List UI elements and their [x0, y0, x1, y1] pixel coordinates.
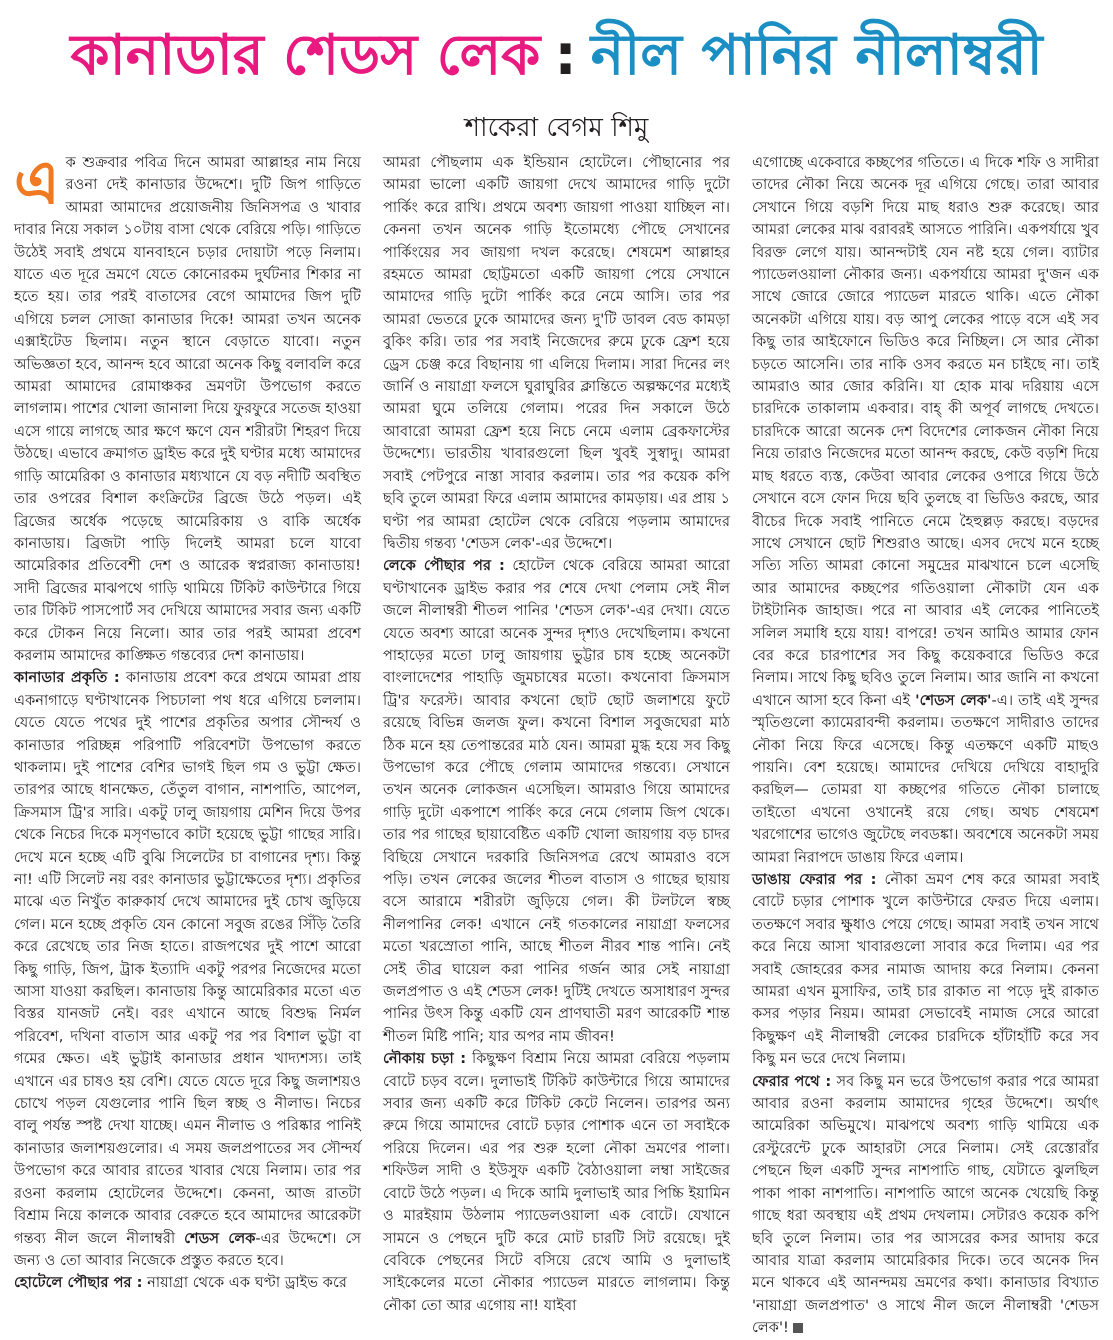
emphasized-text: শেডস লেক — [184, 1229, 256, 1247]
section-subheading: কানাডার প্রকৃতি : — [14, 669, 120, 687]
article-body — [14, 148, 1099, 1340]
end-of-article-mark — [793, 1323, 803, 1333]
body-text: -এ। তাই এই সুন্দর স্মৃতিগুলো ক্যামেরাবন্দী করলাম। ততক্ষণে সাদীরাও তাদের নৌকা নিয়ে ফিরে এসেছে। কিন্তু এতক্ষণে একটি মাছও পায়নি। বেশ হয়েছে। আমাদের দেখিয়ে দেখিয়ে বাহাদুরি করছিল— তোমরা যা কচ্ছপের গতিতে নৌকা চালাছে তাইতো এখনো ওখানেই রয়ে গেছ। অথচ শেষমেশ খরগোশের ভাগেও জুটেছে লবডঙ্কা। অবশেষে অনেকটা সময় আমরা নিরাপদে ডাঙায় ফিরে এলাম। — [752, 691, 1099, 866]
article-paragraph — [752, 869, 1099, 1071]
article-paragraph — [14, 148, 361, 667]
headline-separator: : — [554, 23, 577, 88]
body-text: কিছুক্ষণ বিশ্রাম নিয়ে আমরা বেরিয়ে পড়লাম বোটে চড়ব বলে। দুলাভাই টিকিট কাউন্টারে গিয়ে আমাদের সবার জন্য একটি করে টিকিট কেটে নিলেন। তারপর অন্য রুমে গিয়ে আমাদের বোটে চড়ার পোশাক এনে তা সবাইকে পরিয়ে দিলেন। এর পর শুরু হলো নৌকা ভ্রমণের পালা। শফিউল সাদী ও ইউসুফ একটি বৈঠাওয়ালা লম্বা সাইজের বোটে উঠে পড়ল। এ দিকে আমি দুলাভাই আর পিচ্চি ইয়ামিন ও মারইয়াম উঠলাম প্যাডেলওয়ালা এক বোটে। যেখানে সামনে ও পেছনে দুটি করে মোট চারটি সিট রয়েছে। দুই বেবিকে পেছনের সিটে বসিয়ে রেখে আমি ও দুলাভাই সাইকেলের মতো নৌকার প্যাডেল মারতে লাগলাম। কিন্তু নৌকা তো আর এগোয় না! যাইবা — [383, 1050, 730, 1314]
emphasized-text: 'শেডস লেক' — [915, 691, 992, 709]
body-text: এগোচ্ছে একেবারে কচ্ছপের গতিতে। এ দিকে শফি ও সাদীরা তাদের নৌকা নিয়ে অনেক দূর এগিয়ে গেছে। তারা আবার সেখানে গিয়ে বড়শি দিয়ে মাছ ধরাও শুরু করেছে। আর আমরা লেকের মাঝ বরাবরই আসতে পারিনি। একপর্যায়ে খুব বিরক্ত লেগে যায়। আনন্দটাই যেন নষ্ট হয়ে গেল। ব্যাটার প্যাডেলওয়ালা নৌকার জন্য। একপর্যায়ে আমরা দু'জন এক সাথে জোরে জোরে প্যাডেল মারতে থাকি। এতে নৌকা অনেকটা এগিয়ে যায়। বড় আপু লেকের পাড়ে বসে এই সব কিছু তার আইফোনে ভিডিও করে নিচ্ছিল। সে আর নৌকা চড়তে আসেনি। তার নাকি ওসব করতে মন চাইছে না। তাই আমরাও আর জোর করিনি। যা হোক মাঝ দরিয়ায় এসে চারদিকে তাকালাম একবার। বাহ্ কী অপূর্ব লাগছে দেখতে। চারদিকে আরো অনেক দেশ বিদেশের লোকজন নৌকা নিয়ে নিয়ে তারাও নিজেদের মতো আনন্দ করছে, কেউ বড়শি দিয়ে মাছ ধরতে ব্যস্ত, কেউবা আবার লেকের ওপারে গিয়ে উঠে সেখানে বসে ফোন দিয়ে ছবি তুলছে বা ভিডিও করছে, আর বীচের দিকে সবাই পানিতে নেমে হৈহুল্লড় করছে। বড়দের সাথে সেখানে ছোট শিশুরাও আছে। এসব দেখে মনে হচ্ছে সত্যি সত্যি আমরা কোনো সমুদ্রের মাঝখানে চলে এসেছি আর আমাদের কচ্ছপের গতিওয়ালা নৌকাটা যেন এক টাইটানিক জাহাজ। পরে না আবার এই লেকের পানিতেই সলিল সমাধি হয়ে যায়! বাপরে! তখন আমিও আমার ফোন বের করে চারপাশের সব কিছু কয়েকবারে ভিডিও করে নিলাম। সাথে কিছু ছবিও তুলে নিলাম। আর জানি না কখনো এখানে আসা হবে কিনা এই — [752, 154, 1099, 709]
body-text: আমরা পৌছলাম এক ইন্ডিয়ান হোটেলে। পৌছানোর পর আমরা ভালো একটি জায়গা দেখে আমাদের গাড়ি দুটো পার্কিং করে রাখি। প্রথমে অবশ্য জায়গা পাওয়া যাচ্ছিল না। কেননা তখন অনেক গাড়ি ইতোমধ্যে পৌছে সেখানের পার্কিংয়ের সব জায়গা দখল করেছে। শেষমেশ আল্লাহর রহমতে আমরা ছোট্টমতো একটি জায়গা পেয়ে সেখানে আমাদের গাড়ি দুটো পার্কিং করে নেমে আসি। তার পর আমরা ভেতরে ঢুকে আমাদের জন্য দু'টি ডাবল বেড কামড়া বুকিং করি। তার পর সবাই নিজেদের রুমে ঢুকে ফ্রেশ হয়ে ড্রেস চেঞ্জ করে বিছানায় গা এলিয়ে দিলাম। সারা দিনের লং জার্নি ও নায়াগ্রা ফলসে ঘুরাঘুরির ক্লান্তিতে অল্পক্ষণের মধ্যেই আমরা ঘুমে তলিয়ে গেলাম। পরের দিন সকালে উঠে আবারো আমরা ফ্রেশ হয়ে নিচে নেমে এলাম ব্রেকফাস্টের উদ্দেশ্যে। ভারতীয় খাবারগুলো ছিল খুবই সুস্বাদু। আমরা সবাই পেটপুরে নাস্তা সাবার করলাম। তার পর কয়েক কপি ছবি তুলে আমরা ফিরে এলাম আমাদের কামড়ায়। এর প্রায় ১ ঘণ্টা পর আমরা হোটেল থেকে বেরিয়ে পড়লাম আমাদের দ্বিতীয় গন্তব্য 'শেডস লেক'-এর উদ্দেশে। — [383, 154, 730, 552]
section-subheading: নৌকায় চড়া : — [383, 1050, 467, 1068]
article-paragraph — [14, 667, 361, 1272]
drop-cap: এ — [14, 148, 60, 218]
article-paragraph — [383, 1048, 730, 1317]
section-subheading: ফেরার পথে : — [752, 1072, 832, 1090]
body-text: নায়াগ্রা থেকে এক ঘণ্টা ড্রাইভ করে — [142, 1274, 347, 1292]
author-byline: শাকেরা বেগম শিমু — [464, 113, 649, 143]
section-subheading: ডাঙায় ফেরার পর : — [752, 871, 877, 888]
body-text: -এর উদ্দেশে। সে জন্য ও তো আবার নিজেকে প্রস্তুত করতে হবে। — [14, 1229, 361, 1269]
section-subheading: লেকে পৌছার পর : — [383, 557, 505, 575]
body-text: হোটেল থেকে বেরিয়ে আমরা আরো ঘণ্টাখানেক ড্রাইভ করার পর শেষে দেখা পেলাম সেই নীল জলে নীলাম্বরী শীতল পানির 'শেডস লেক'-এর দেখা। যেতে যেতে অবশ্য আরো অনেক সুন্দর দৃশ্যও দেখেছিলাম। কখনো পাহাড়ের মতো ঢালু জায়গায় ভুট্টার চাষ হচ্ছে অনেকটা বাংলাদেশের পাহাড়ি জুমচাষের মতো। কখনোবা ক্রিসমাস ট্রি'র ফরেস্ট। আবার কখনো ছোট ছোট জলাশয়ে ফুটে রয়েছে বিভিন্ন জলজ ফুল। কখনো বিশাল সবুজঘেরা মাঠ ঠিক মনে হয় তেপান্তরের মাঠ যেন। আমরা মুগ্ধ হয়ে সব কিছু উপভোগ করে পৌছে গেলাম আমাদের গন্তব্যে। সেখানে তখন অনেক লোকজন এসেছিল। আমরাও গিয়ে আমাদের গাড়ি দুটো একপাশে পার্কিং করে নেমে গেলাম জিপ থেকে। তার পর গাছের ছায়াবেষ্টিত একটি খোলা জায়গায় বড় চাদর বিছিয়ে সেখানে দরকারি জিনিসপত্র রেখে আমরাও বসে পড়ি। তখন লেকের জলের শীতল বাতাস ও গাছের ছায়ায় বসে আরামে শরীরটা জুড়িয়ে গেল। কী টলটলে স্বচ্ছ নীলপানির লেক! এখানে নেই গতকালের নায়াগ্রা ফলসের মতো খরস্রোতা পানি, আছে শীতল নীরব শান্ত পানি। নেই সেই তীব্র ঘায়েল করা পানির গর্জন আর সেই নায়াগ্রা জলপ্রপাত ও এই শেডস লেক! দুটিই দেখতে অসাধারণ সুন্দর পানির উৎস কিন্তু একটি যেন প্রাণঘাতী মরণ আরেকটি শান্ত শীতল মিষ্টি পানি; যার অপর নাম জীবন! — [383, 557, 730, 1045]
article-paragraph — [14, 1272, 361, 1294]
article-paragraph — [383, 152, 730, 555]
headline-sub: নীল পানির নীলাম্বরী — [590, 23, 1043, 88]
section-subheading: হোটেলে পৌছার পর : — [14, 1274, 143, 1292]
article-column-3 — [752, 152, 1099, 1340]
headline-main: কানাডার শেডস লেক — [70, 23, 541, 88]
article-column-2 — [383, 152, 730, 1340]
article-paragraph — [383, 555, 730, 1048]
body-text: কানাডায় প্রবেশ করে প্রথমে আমরা প্রায় একনাগাড়ে ঘণ্টাখানেক পিচঢালা পথ ধরে এগিয়ে চললাম। যেতে যেতে পথের দুই পাশের প্রকৃতির অপার সৌন্দর্য ও কানাডার পরিচ্ছন্ন পরিপাটি পরিবেশটা উপভোগ করতে থাকলাম। দুই পাশের বেশির ভাগই ছিল গম ও ভুট্টা ক্ষেত। তারপর আছে ধানক্ষেত, তেঁতুল বাগান, নাশপাতি, আপেল, ক্রিসমাস ট্রি'র সারি। একটু ঢালু জায়গায় মেশিন দিয়ে উপর থেকে নিচের দিকে মসৃণভাবে কাটা হয়েছে ভুট্টা গাছের সারি। দেখে মনে হচ্ছে এটি বুঝি সিলেটের চা বাগানের দৃশ্য। কিন্তু না! এটি সিলেট নয় বরং কানাডার ভুট্টাক্ষেতের দৃশ্য। প্রকৃতির মাঝে এত নিখুঁত কারুকার্য দেখে আমাদের দুই চোখ জুড়িয়ে গেল। মনে হচ্ছে প্রকৃতি যেন কোনো সবুজ রঙের সিঁড়ি তৈরি করে রেখেছে তার নিজ হাতে। রাজপথের দুই পাশে আরো কিছু গাড়ি, জিপ, ট্রাক ইত্যাদি একটু পরপর নিজেদের মতো আসা যাওয়া করছিল। কানাডায় কিন্তু আমেরিকার মতো এত বিস্তর যানজট নেই। বরং এখানে আছে বিশুদ্ধ নির্মল পরিবেশ, দখিনা বাতাস আর একটু পর পর বিশাল ভুট্টা বা গমের ক্ষেত। এই ভুট্টাই কানাডার প্রধান খাদ্যশস্য। তাই এখানে এর চাষও হয় বেশি। যেতে যেতে দূরে কিছু জলাশয়ও চোখে পড়ল যেগুলোর পানি ছিল স্বচ্ছ ও নীলাভ। নিচের বালু পর্যন্ত স্পষ্ট দেখা যাচ্ছে। এমন নীলাভ ও পরিষ্কার পানিই কানাডার জলাশয়গুলোর। এ সময় জলপ্রপাতের সব সৌন্দর্য উপভোগ করে আবার রাতের খাবার খেয়ে নিলাম। তার পর রওনা করলাম হোটেলের উদ্দেশে। কেননা, আজ রাতটা বিশ্রাম নিয়ে কালকে আবার বেরুতে হবে আমাদের আরেকটা গন্তব্য নীল জলে নীলাম্বরী — [14, 669, 361, 1247]
article-paragraph — [752, 152, 1099, 869]
body-text: ক শুক্রবার পবিত্র দিনে আমরা আল্লাহর নাম নিয়ে রওনা দেই কানাডার উদ্দেশে। দুটি জিপ গাড়িতে আমরা আমাদের প্রয়োজনীয় জিনিসপত্র ও খাবার দাবার নিয়ে সকাল ১০টায় বাসা থেকে বেরিয়ে পড়ি। গাড়িতে উঠেই সবাই প্রথমে যানবাহনে চড়ার দোয়াটা পড়ে নিলাম। যাতে এত দূরে ভ্রমণে যেতে কোনোরকম দুর্ঘটনার শিকার না হতে হয়। তার পরই বাতাসের বেগে আমাদের জিপ দুটি এগিয়ে চলল সোজা কানাডার দিকে! আমরা তখন অনেক এক্সাইটেড ছিলাম। নতুন স্থানে বেড়াতে যাবো। নতুন অভিজ্ঞতা হবে, আনন্দ হবে আরো অনেক কিছু বলাবলি করে আমরা আমাদের রোমাঞ্চকর ভ্রমণটা উপভোগ করতে লাগলাম। পাশের খোলা জানালা দিয়ে ফুরফুরে সতেজ হাওয়া এসে গায়ে লাগছে আর ক্ষণে ক্ষণে যেন শরীরটা শিহরণ দিয়ে উঠছে। এভাবে ক্রমাগত ড্রাইভ করে দুই ঘণ্টার মধ্যে আমাদের গাড়ি আমেরিকা ও কানাডার মধ্যখানে যে বড় নদীটি অবস্থিত তার ওপরের বিশাল কংক্রিটের ব্রিজে উঠে পড়ল। এই ব্রিজের অর্ধেক পড়েছে আমেরিকায় ও বাকি অর্ধেক কানাডায়। ব্রিজটা পাড়ি দিলেই আমরা চলে যাবো আমেরিকার প্রতিবেশী দেশ ও আরেক স্বপ্নরাজ্য কানাডায়! সাদী ব্রিজের মাঝপথে গাড়ি থামিয়ে টিকিট কাউন্টারে গিয়ে তার টিকিট পাসপোর্ট সব দেখিয়ে আমাদের সবার জন্য একটি করে টোকন নিয়ে নিলো। আর তার পরই আমরা প্রবেশ করলাম আমাদের কাঙ্ক্ষিত গন্তব্যের দেশ কানাডায়। — [14, 154, 361, 664]
body-text: সব কিছু মন ভরে উপভোগ করার পরে আমরা আবার রওনা করলাম আমাদের গৃহের উদ্দেশে। অর্থাৎ আমেরিকা অভিমুখে। মাঝপথে অবশ্য গাড়ি থামিয়ে এক রেস্টুরেন্টে ঢুকে আহারটা সেরে নিলাম। সেই রেস্তোরাঁর পেছনে ছিল একটি সুন্দর নাশপাতি গাছ, যেটাতে ঝুলছিল পাকা পাকা নাশপাতি। নাশপাতি আগে অনেক খেয়েছি কিন্তু গাছে ধরা অবস্থায় এই প্রথম দেখলাম। সেটারও কয়েক কপি ছবি তুলে নিলাম। তার পর আসরের কসর আদায় করে আবার যাত্রা করলাম আমেরিকার দিকে। তবে অনেক দিন মনে থাকবে এই আনন্দময় ভ্রমণের কথা। কানাডার বিখ্যাত 'নায়াগ্রা জলপ্রপাত' ও সাথে নীল জলে নীলাম্বরী 'শেডস লেক'! — [752, 1072, 1099, 1337]
article-paragraph — [752, 1071, 1099, 1340]
body-text: নৌকা ভ্রমণ শেষ করে আমরা সবাই বোটে চড়ার পোশাক খুলে কাউন্টারে ফেরত দিয়ে এলাম। ততক্ষণে সবার ক্ষুধাও পেয়ে গেছে। আমরা সবাই তখন সাথে করে নিয়ে আসা খাবারগুলো সাবার করে দিলাম। এর পর সবাই জোহরের কসর নামাজ আদায় করে নিলাম। কেননা আমরা এখন মুসাফির, তাই চার রাকাত না পড়ে দুই রাকাত কসর পড়ার নিয়ম। আমরা সেভাবেই নামাজ সেরে আরো কিছুক্ষণ এই নীলাম্বরী লেকের চারদিকে হাঁটাহাঁটি করে সব কিছু মন ভরে দেখে নিলাম। — [752, 871, 1099, 1068]
headline — [0, 14, 1113, 98]
article-column-1 — [14, 148, 361, 1340]
